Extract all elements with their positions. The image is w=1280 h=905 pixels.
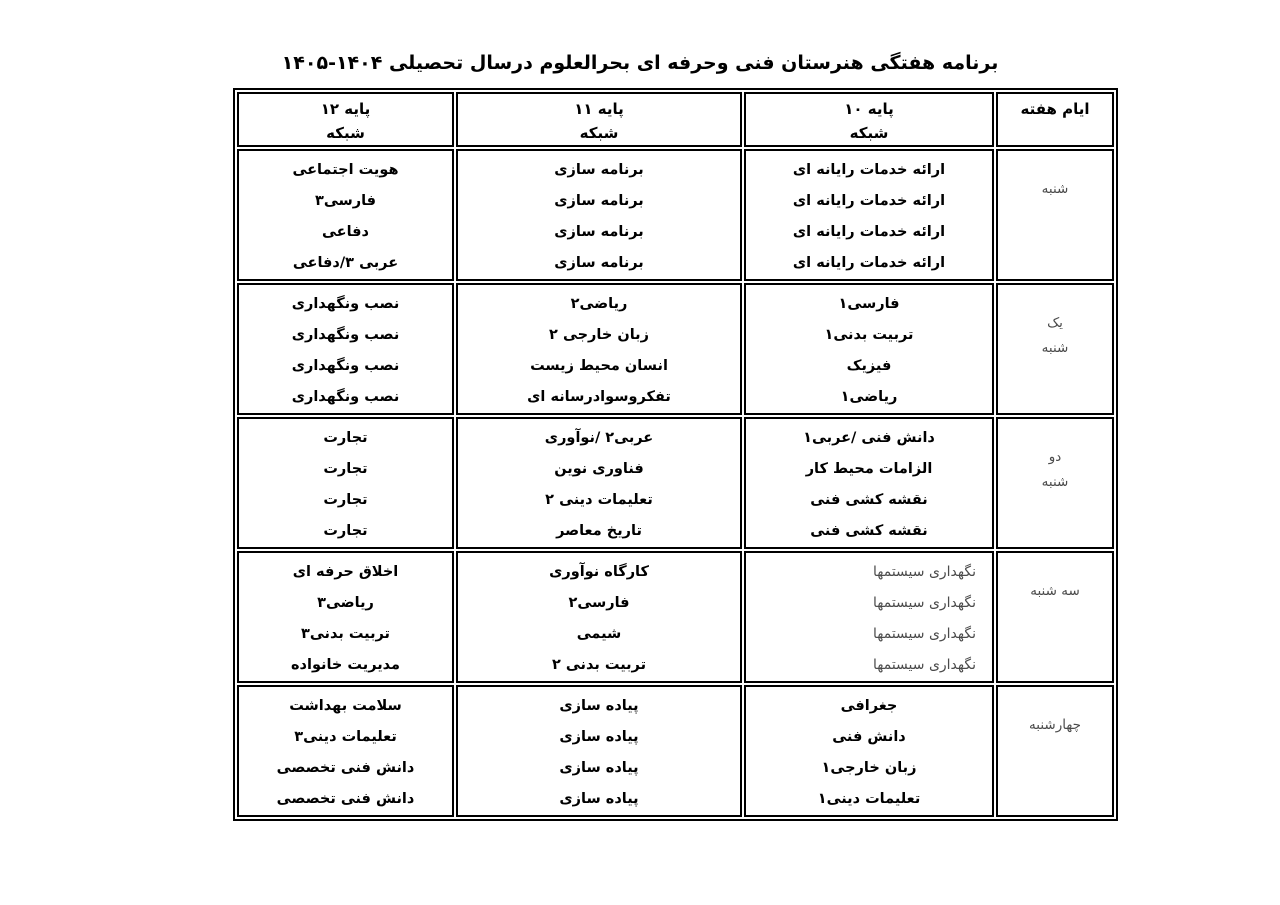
day-label: چهارشنبه — [1029, 717, 1081, 733]
subject-line: فناوری نوین — [554, 461, 644, 477]
subject-line: ارائه خدمات رایانه ای — [792, 162, 946, 178]
subject-line: نگهداری سیستمها — [873, 564, 976, 580]
subject-line: تربیت بدنی ۲ — [551, 657, 647, 673]
grade12-cell — [237, 417, 454, 549]
header-cell-grade10 — [744, 92, 994, 147]
grade11-cell — [456, 283, 742, 415]
grade12-cell — [237, 149, 454, 281]
subject-line: زبان خارجی ۲ — [549, 327, 649, 343]
subject-line: کارگاه نوآوری — [549, 564, 649, 580]
grade11-cell — [456, 417, 742, 549]
subject-line: نگهداری سیستمها — [873, 595, 976, 611]
subject-line: تربیت بدنی۱ — [824, 327, 914, 343]
subject-line: مدیریت خانواده — [290, 657, 401, 673]
subject-line: عربی ۳/دفاعی — [292, 255, 399, 271]
header-cell-grade12 — [237, 92, 454, 147]
subject-line: ارائه خدمات رایانه ای — [792, 255, 946, 271]
grade12-cell — [237, 551, 454, 683]
subject-line: شیمی — [576, 626, 622, 642]
page-title: برنامه هفتگی هنرستان فنی وحرفه ای بحرالعلوم درسال تحصیلی ۱۴۰۴-۱۴۰۵ — [281, 52, 999, 74]
subject-line: پیاده سازی — [559, 698, 639, 714]
grade11-cell — [456, 551, 742, 683]
grade12-cell — [237, 283, 454, 415]
day-cell — [996, 551, 1114, 683]
grade12-header-line: پایه ۱۲ — [320, 100, 371, 118]
subject-line: برنامه سازی — [554, 193, 644, 209]
subject-line: ریاضی۱ — [840, 389, 898, 405]
subject-line: تعلیمات دینی۳ — [294, 729, 397, 745]
subject-line: دفاعی — [322, 224, 369, 240]
schedule-row-saturday — [237, 149, 1114, 281]
subject-line: تاریخ معاصر — [556, 523, 642, 539]
grade11-cell — [456, 149, 742, 281]
subject-line: برنامه سازی — [554, 162, 644, 178]
subject-line: تجارت — [323, 461, 368, 477]
subject-line: نصب ونگهداری — [291, 389, 400, 405]
subject-line: دانش فنی تخصصی — [276, 791, 415, 807]
subject-line: تجارت — [323, 492, 368, 508]
subject-line: نصب ونگهداری — [291, 296, 400, 312]
grade11-cell — [456, 685, 742, 817]
grade11-header-line: پایه ۱۱ — [574, 100, 624, 118]
subject-line: زبان خارجی۱ — [821, 760, 917, 776]
grade10-header-line: پایه ۱۰ — [844, 100, 894, 118]
subject-line: نصب ونگهداری — [291, 358, 400, 374]
grade10-header-line: شبکه — [849, 124, 889, 142]
subject-line: تجارت — [323, 430, 368, 446]
subject-line: نقشه کشی فنی — [810, 523, 928, 539]
day-label: دو — [1048, 449, 1062, 465]
subject-line: پیاده سازی — [559, 760, 639, 776]
day-cell — [996, 685, 1114, 817]
subject-line: تفکروسوادرسانه ای — [527, 389, 671, 405]
subject-line: دانش فنی — [832, 729, 906, 745]
subject-line: فارسی۱ — [838, 296, 900, 312]
subject-line: ارائه خدمات رایانه ای — [792, 193, 946, 209]
subject-line: الزامات محیط کار — [805, 461, 933, 477]
subject-line: تعلیمات دینی۱ — [817, 791, 921, 807]
subject-line: پیاده سازی — [559, 791, 639, 807]
day-label: سه شنبه — [1030, 583, 1080, 599]
subject-line: فارسی۲ — [568, 595, 630, 611]
subject-line: اخلاق حرفه ای — [292, 564, 399, 580]
day-cell — [996, 417, 1114, 549]
day-label: شنبه — [1041, 181, 1069, 197]
grade10-cell — [744, 685, 994, 817]
grade12-header-line: شبکه — [326, 124, 365, 142]
subject-line: ریاضی۳ — [317, 595, 374, 611]
schedule-row-sunday — [237, 283, 1114, 415]
header-row — [237, 92, 1114, 147]
header-cell-days — [996, 92, 1114, 147]
subject-line: انسان محیط زیست — [530, 358, 668, 374]
subject-line: جغرافی — [840, 698, 898, 714]
grade10-cell — [744, 551, 994, 683]
subject-line: سلامت بهداشت — [289, 698, 402, 714]
schedule-row-tuesday — [237, 551, 1114, 683]
header-cell-grade11 — [456, 92, 742, 147]
subject-line: نگهداری سیستمها — [873, 626, 976, 642]
day-label: شنبه — [1041, 340, 1069, 356]
day-label: یک — [1047, 315, 1063, 331]
subject-line: برنامه سازی — [554, 255, 644, 271]
subject-line: فارسی۳ — [314, 193, 377, 209]
subject-line: تعلیمات دینی ۲ — [545, 492, 653, 508]
subject-line: هویت اجتماعی — [292, 162, 399, 178]
subject-line: نگهداری سیستمها — [873, 657, 976, 673]
schedule-row-wednesday — [237, 685, 1114, 817]
subject-line: نصب ونگهداری — [291, 327, 400, 343]
subject-line: عربی۲ /نوآوری — [544, 430, 654, 446]
subject-line: ارائه خدمات رایانه ای — [792, 224, 946, 240]
day-label: شنبه — [1041, 474, 1069, 490]
grade10-cell — [744, 417, 994, 549]
subject-line: نقشه کشی فنی — [810, 492, 928, 508]
grade12-cell — [237, 685, 454, 817]
schedule-row-monday — [237, 417, 1114, 549]
subject-line: برنامه سازی — [554, 224, 644, 240]
subject-line: دانش فنی /عربی۱ — [803, 430, 935, 446]
weekly-schedule-table — [233, 88, 1118, 821]
day-cell — [996, 149, 1114, 281]
subject-line: دانش فنی تخصصی — [276, 760, 415, 776]
subject-line: تجارت — [323, 523, 368, 539]
subject-line: پیاده سازی — [559, 729, 639, 745]
grade10-cell — [744, 283, 994, 415]
subject-line: تربیت بدنی۳ — [300, 626, 391, 642]
grade11-header-line: شبکه — [579, 124, 619, 142]
subject-line: فیزیک — [846, 358, 892, 374]
grade10-cell — [744, 149, 994, 281]
days-header-label: ایام هفته — [1020, 100, 1090, 118]
subject-line: ریاضی۲ — [570, 296, 628, 312]
day-cell — [996, 283, 1114, 415]
